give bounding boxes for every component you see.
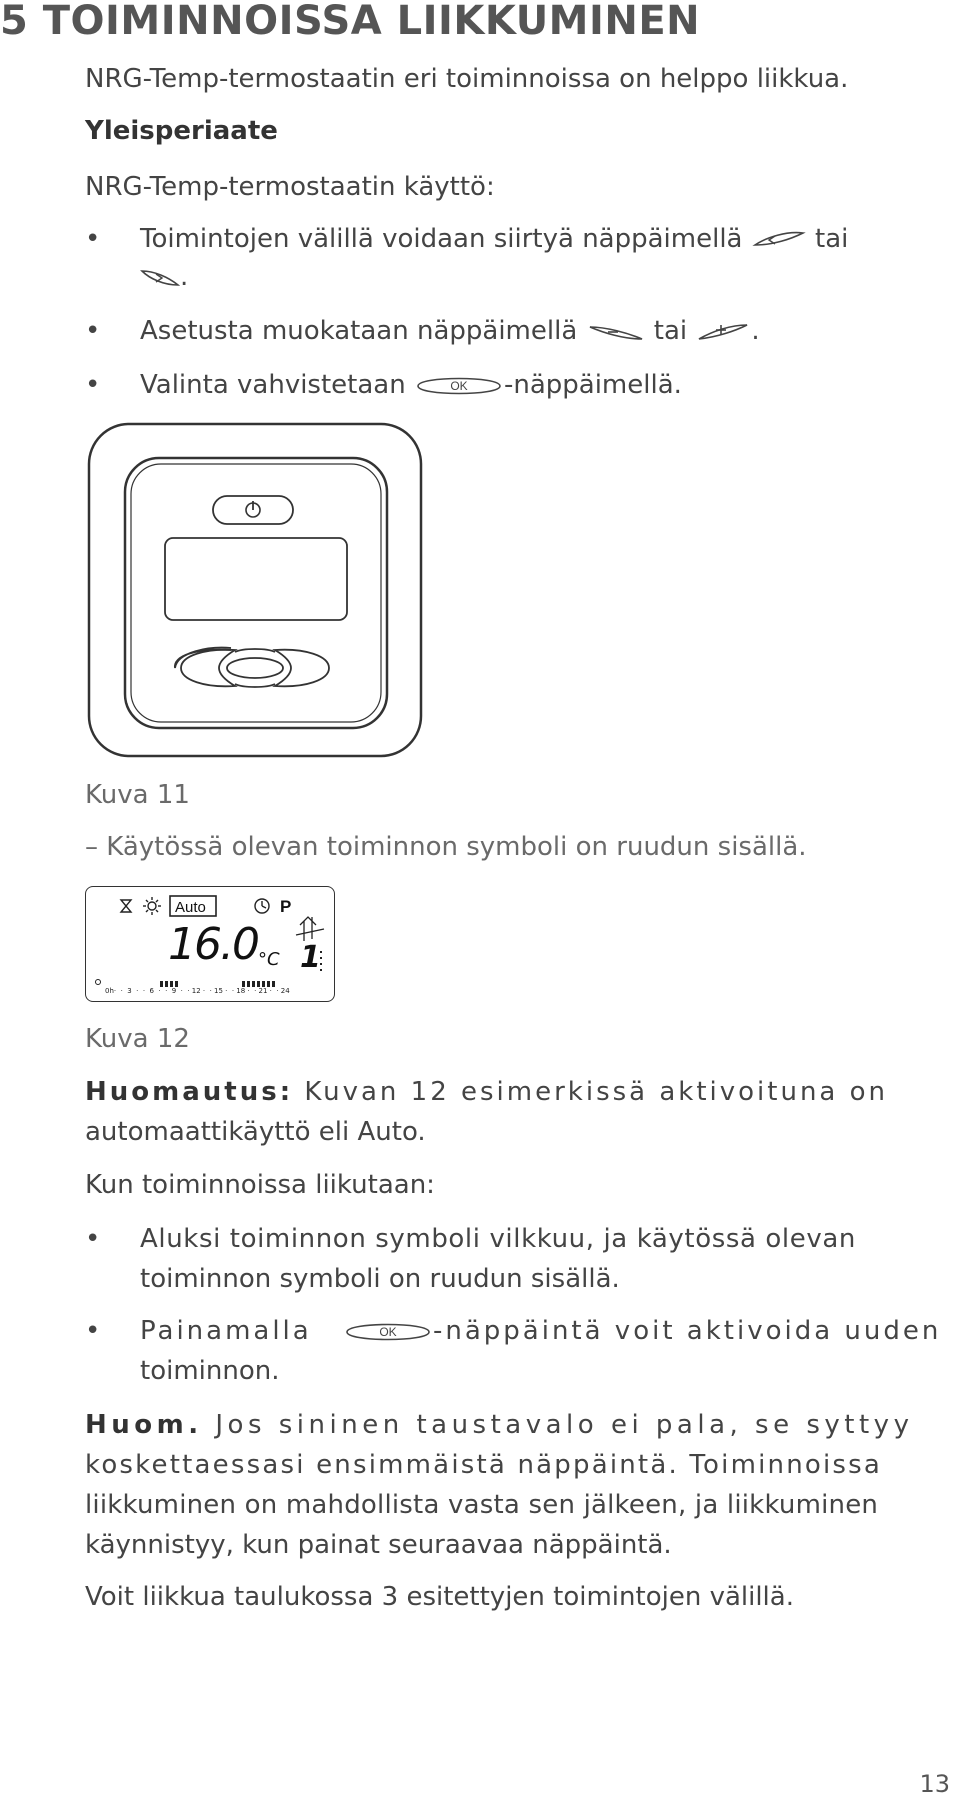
- note-label: Huomautus:: [85, 1077, 294, 1107]
- lcd-day: 1: [300, 940, 321, 975]
- bullet-dot: •: [85, 316, 101, 346]
- bullet-dot: •: [85, 1316, 101, 1346]
- ok-key-label: OK: [450, 378, 468, 393]
- lcd-unit: °C: [258, 949, 280, 970]
- huom-line1: [85, 1410, 913, 1440]
- section-title: Yleisperiaate: [85, 116, 278, 146]
- bullet-adjust: [140, 316, 760, 346]
- sun-icon: [143, 897, 161, 915]
- bullet-activate-line2: toiminnon.: [140, 1356, 280, 1386]
- moon-icon: [228, 898, 236, 914]
- page-number: 13: [919, 1770, 950, 1798]
- bullet-confirm-text: Valinta vahvistetaan: [140, 370, 406, 400]
- heating-icon: [296, 917, 324, 941]
- huom-text1: Jos sininen taustavalo ei pala, se syttyy: [215, 1410, 914, 1440]
- usage-label: NRG-Temp-termostaatin käyttö:: [85, 172, 495, 202]
- intro-text: NRG-Temp-termostaatin eri toiminnoissa on helppo liikkua.: [85, 64, 849, 94]
- note-line2: automaattikäyttö eli Auto.: [85, 1117, 426, 1147]
- huom-line4: käynnistyy, kun painat seuraavaa näppäintä.: [85, 1530, 672, 1560]
- bullet-dot: •: [85, 1224, 101, 1254]
- bullet-activate-end: -näppäintä voit aktivoida uuden: [432, 1316, 942, 1346]
- bullet-activate: [140, 1316, 941, 1346]
- bullet-adjust-text: Asetusta muokataan näppäimellä: [140, 316, 578, 346]
- lcd-hour-scale: 0h· · 3 · · 6 · · 9 · · 12 · · 15 · · 18 · · 21 · · 24: [105, 987, 290, 995]
- huom-label: Huom.: [85, 1410, 203, 1440]
- plus-key-icon: [695, 319, 751, 345]
- note-line1: [85, 1077, 888, 1107]
- figure-12-caption: Kuva 12: [85, 1024, 190, 1054]
- bullet-dot: •: [85, 224, 101, 254]
- note-text1: Kuvan 12 esimerkissä aktivoituna on: [304, 1077, 889, 1107]
- bullet-navigate: [140, 224, 848, 254]
- lcd-display: [85, 886, 335, 1002]
- minus-key-icon: [586, 319, 646, 345]
- moving-label: Kun toiminnoissa liikutaan:: [85, 1170, 435, 1200]
- ok-key-icon: [414, 372, 504, 400]
- left-arrow-key-icon: [751, 227, 807, 253]
- bullet-blink-line2: toiminnon symboli on ruudun sisällä.: [140, 1264, 620, 1294]
- page-heading: 5 TOIMINNOISSA LIIKKUMINEN: [0, 0, 701, 44]
- lcd-program-label: P: [280, 897, 292, 916]
- huom-line2: koskettaessasi ensimmäistä näppäintä. Toiminnoissa: [85, 1450, 883, 1480]
- clock-icon: [255, 899, 269, 913]
- ok-key-icon: [343, 1318, 433, 1346]
- right-arrow-key-icon: [140, 265, 180, 291]
- bullet-adjust-end: .: [751, 316, 760, 346]
- final-text: Voit liikkua taulukossa 3 esitettyjen toimintojen välillä.: [85, 1582, 794, 1612]
- lcd-auto-label: Auto: [175, 899, 206, 916]
- bullet-navigate-end: .: [180, 262, 189, 292]
- bullet-adjust-or: tai: [653, 316, 688, 346]
- bullet-activate-start: Painamalla: [140, 1316, 312, 1346]
- small-moon-icon: [96, 986, 100, 994]
- hourglass-icon: [121, 900, 131, 912]
- thermostat-screen: [165, 538, 347, 620]
- huom-line3: liikkuminen on mahdollista vasta sen jälkeen, ja liikkuminen: [85, 1490, 879, 1520]
- bullet-dot: •: [85, 370, 101, 400]
- ok-key-label: OK: [379, 1324, 397, 1339]
- bullet-navigate-text: Toimintojen välillä voidaan siirtyä näppäimellä: [140, 224, 743, 254]
- lcd-temperature: 16.0: [168, 919, 258, 970]
- bullet-navigate-or: tai: [815, 224, 849, 254]
- thermostat-figure: [85, 420, 425, 760]
- bullet-confirm: [140, 370, 682, 400]
- bullet-confirm-end: -näppäimellä.: [503, 370, 682, 400]
- bullet-navigate-line2: [140, 262, 188, 292]
- power-button: [213, 496, 293, 524]
- bullet-blink-line1: Aluksi toiminnon symboli vilkkuu, ja käytössä olevan: [140, 1224, 856, 1254]
- figure-11-note: – Käytössä olevan toiminnon symboli on ruudun sisällä.: [85, 832, 807, 862]
- small-sun-icon: [96, 980, 101, 985]
- figure-11-caption: Kuva 11: [85, 780, 190, 810]
